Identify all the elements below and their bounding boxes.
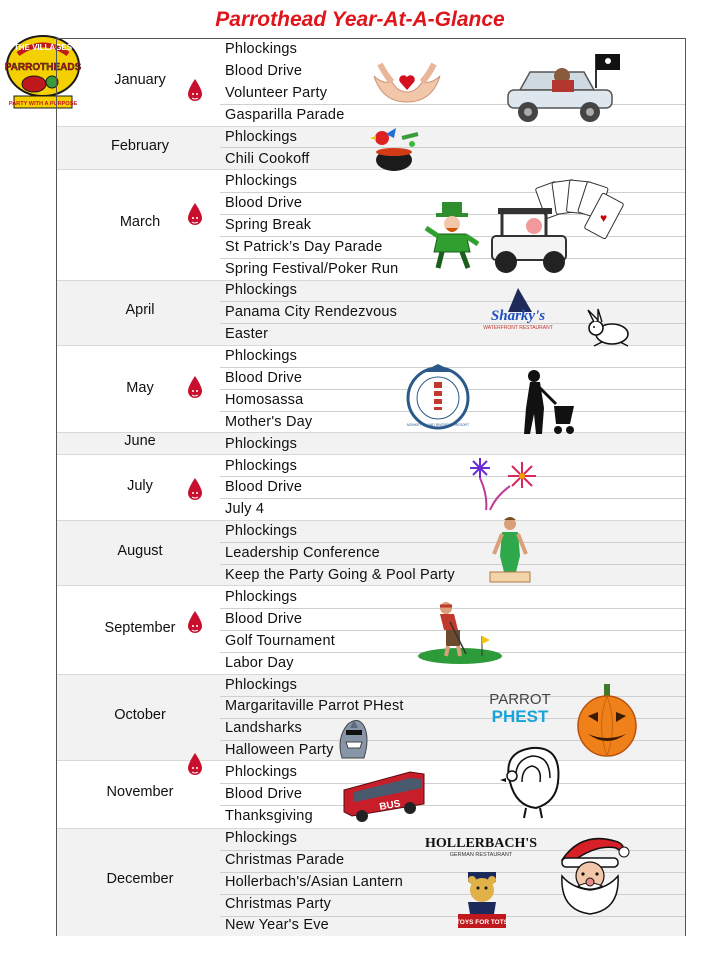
event-item: Golf Tournament xyxy=(225,633,335,649)
month-divider xyxy=(57,674,685,675)
month-february: February xyxy=(110,138,170,154)
event-item: Landsharks xyxy=(225,720,302,736)
hands-heart-image xyxy=(372,56,442,106)
parrot-phest-logo xyxy=(482,686,558,726)
event-item: Phlockings xyxy=(225,523,298,539)
event-item: Halloween Party xyxy=(225,742,334,758)
event-item: Blood Drive xyxy=(225,63,303,79)
event-item: Homosassa xyxy=(225,392,304,408)
month-divider xyxy=(57,280,685,281)
month-november: November xyxy=(106,784,174,800)
month-march: March xyxy=(119,214,161,230)
month-divider xyxy=(57,454,685,455)
svg-text:PARROT: PARROT xyxy=(489,691,551,708)
row-line xyxy=(220,498,685,499)
svg-text:HOLLERBACH'S: HOLLERBACH'S xyxy=(424,836,538,851)
event-item: New Year's Eve xyxy=(225,917,329,933)
parrot-chili-pot-image xyxy=(368,124,424,174)
pool-party-woman-image xyxy=(486,516,534,584)
playing-cards-golf-cart-image xyxy=(488,178,620,278)
month-may: May xyxy=(126,380,154,396)
event-item: Phlockings xyxy=(225,830,298,846)
svg-text:♥: ♥ xyxy=(600,211,608,225)
event-item: Keep the Party Going & Pool Party xyxy=(225,567,455,583)
event-item: Phlockings xyxy=(225,764,298,780)
month-divider xyxy=(57,520,685,521)
month-june: June xyxy=(124,433,156,449)
svg-text:Sharky's: Sharky's xyxy=(490,308,546,324)
month-september: September xyxy=(104,620,176,636)
event-item: Phlockings xyxy=(225,436,298,452)
blood-drop-icon xyxy=(186,610,204,636)
month-december: December xyxy=(106,871,174,887)
svg-text:WATERFRONT RESTAURANT: WATERFRONT RESTAURANT xyxy=(483,325,553,331)
fireworks-image xyxy=(466,456,544,512)
svg-text:PARTY WITH A PURPOSE: PARTY WITH A PURPOSE xyxy=(8,101,78,107)
month-april: April xyxy=(125,302,155,318)
event-item: St Patrick’s Day Parade xyxy=(225,239,383,255)
event-item: Phlockings xyxy=(225,589,298,605)
event-item: Blood Drive xyxy=(225,611,303,627)
svg-text:MONKEY ISLAND RIVERSIDE RESORT: MONKEY ISLAND RIVERSIDE RESORT xyxy=(406,423,470,427)
event-item: Panama City Rendezvous xyxy=(225,304,398,320)
month-january: January xyxy=(114,72,166,88)
event-item: Phlockings xyxy=(225,348,298,364)
golfer-image xyxy=(410,600,504,666)
event-item: Phlockings xyxy=(225,41,298,57)
event-item: Chili Cookoff xyxy=(225,151,310,167)
blood-drop-icon xyxy=(186,752,204,778)
blood-drop-icon xyxy=(186,477,204,503)
leprechaun-image xyxy=(424,200,482,272)
event-item: Mother's Day xyxy=(225,414,313,430)
toys-for-tots-image xyxy=(454,870,510,930)
svg-text:BUS: BUS xyxy=(378,798,402,813)
turkey-image xyxy=(496,742,566,820)
event-item: Blood Drive xyxy=(225,195,303,211)
blood-drop-icon xyxy=(186,78,204,104)
event-item: Phlockings xyxy=(225,129,298,145)
event-item: July 4 xyxy=(225,501,265,517)
row-line xyxy=(220,476,685,477)
event-item: Easter xyxy=(225,326,269,342)
row-line xyxy=(220,564,685,565)
event-item: Margaritaville Parrot PHest xyxy=(225,698,404,714)
event-item: Gasparilla Parade xyxy=(225,107,345,123)
page-title: Parrothead Year-At-A-Glance xyxy=(215,8,505,31)
event-item: Labor Day xyxy=(225,655,294,671)
row-line xyxy=(220,542,685,543)
svg-text:GERMAN RESTAURANT: GERMAN RESTAURANT xyxy=(449,852,513,858)
pirate-golf-cart-image xyxy=(500,50,625,128)
party-bus-image xyxy=(340,766,426,822)
event-item: Leadership Conference xyxy=(225,545,380,561)
santa-claus-image xyxy=(552,832,630,916)
mother-stroller-silhouette xyxy=(516,368,578,438)
event-item: Phlockings xyxy=(225,677,298,693)
svg-text:PHEST: PHEST xyxy=(491,707,549,726)
jack-o-lantern-image xyxy=(576,682,638,758)
month-july: July xyxy=(127,478,153,494)
event-item: Phlockings xyxy=(225,458,298,474)
event-item: Thanksgiving xyxy=(225,808,313,824)
svg-text:PARROTHEADS: PARROTHEADS xyxy=(4,62,82,73)
svg-text:TOYS FOR TOTS: TOYS FOR TOTS xyxy=(455,919,509,926)
blood-drop-icon xyxy=(186,375,204,401)
blood-drop-icon xyxy=(186,202,204,228)
event-item: Phlockings xyxy=(225,282,298,298)
monkey-island-resort-logo xyxy=(404,362,472,430)
event-item: Spring Break xyxy=(225,217,312,233)
hollerbachs-logo xyxy=(424,832,538,858)
month-october: October xyxy=(114,707,166,723)
row-line xyxy=(220,301,685,302)
row-line xyxy=(220,147,685,148)
event-item: Christmas Party xyxy=(225,896,332,912)
event-item: Spring Festival/Poker Run xyxy=(225,261,399,277)
event-item: Blood Drive xyxy=(225,370,303,386)
month-divider xyxy=(57,828,685,829)
row-line xyxy=(220,783,685,784)
easter-bunny-image xyxy=(584,308,634,348)
event-item: Christmas Parade xyxy=(225,852,345,868)
svg-text:THE VILLAGES: THE VILLAGES xyxy=(13,43,73,52)
row-line xyxy=(220,805,685,806)
event-item: Volunteer Party xyxy=(225,85,328,101)
landshark-image xyxy=(334,718,372,762)
month-divider xyxy=(57,585,685,586)
event-item: Hollerbach's/Asian Lantern xyxy=(225,874,404,890)
event-item: Phlockings xyxy=(225,173,298,189)
sharkys-logo xyxy=(478,286,558,332)
event-item: Blood Drive xyxy=(225,479,303,495)
event-item: Blood Drive xyxy=(225,786,303,802)
month-august: August xyxy=(117,543,163,559)
